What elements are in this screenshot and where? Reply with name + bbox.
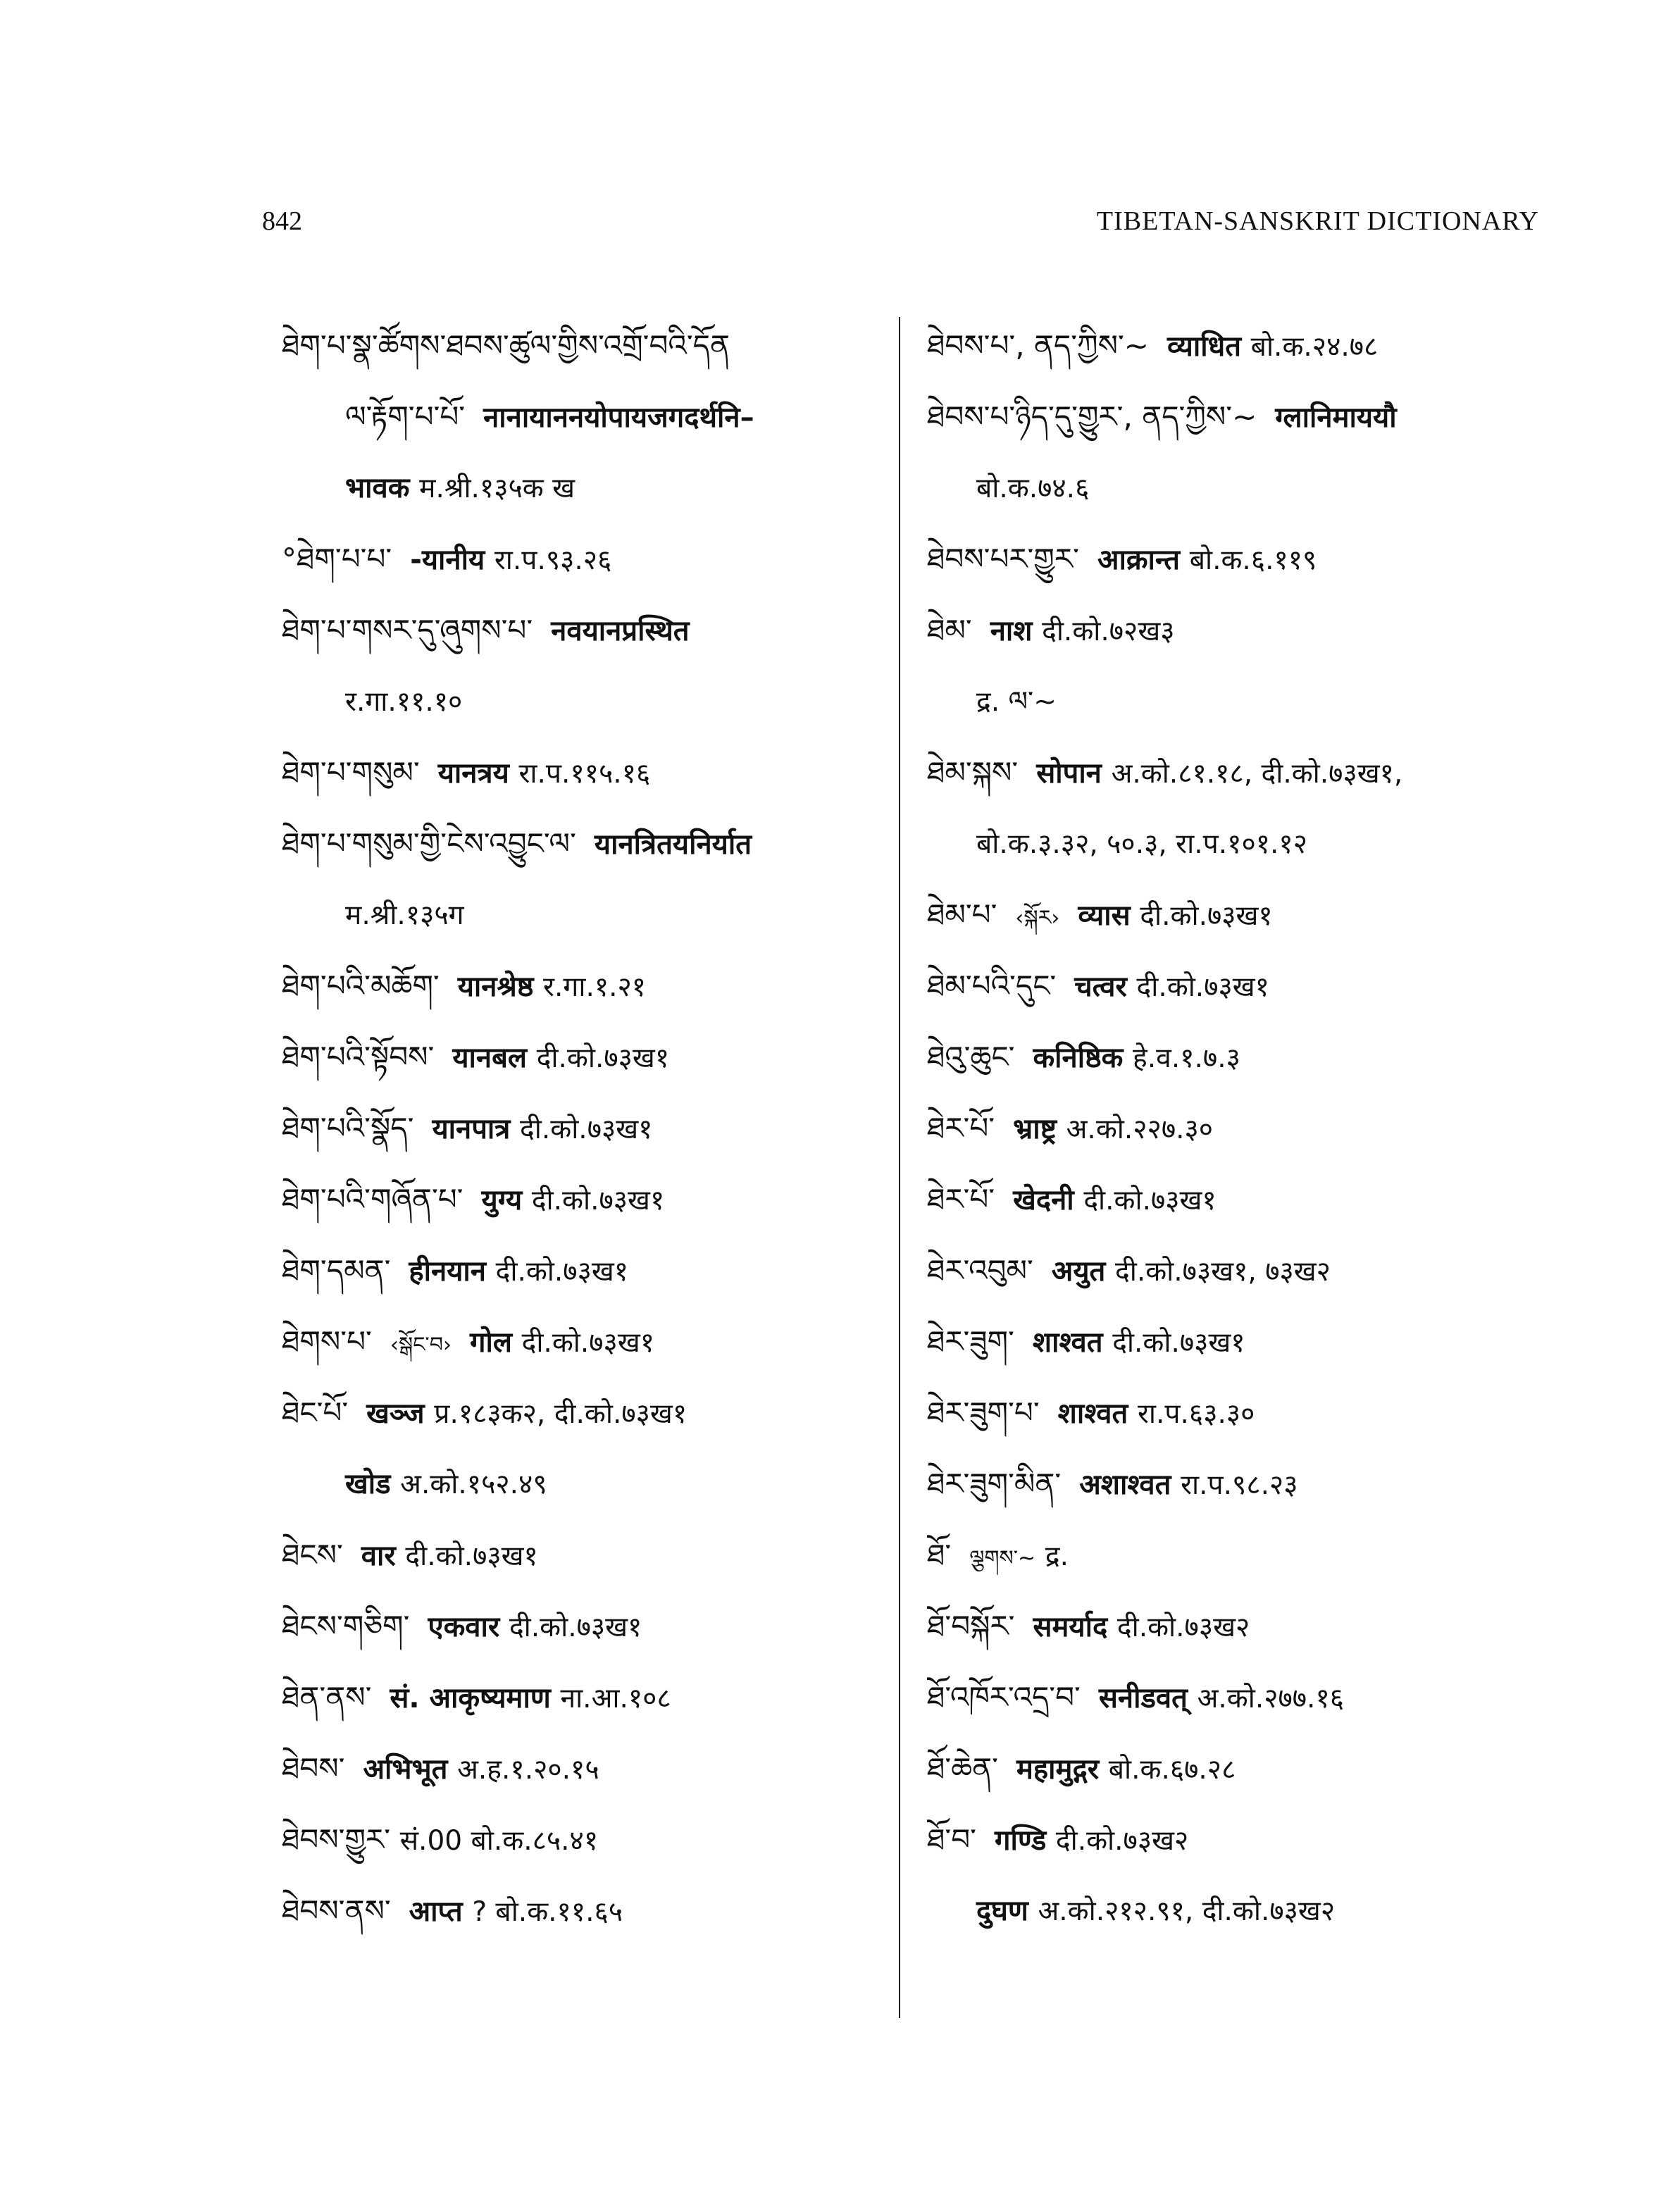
entry-line xyxy=(927,879,1561,950)
sanskrit-equivalent: खोड xyxy=(345,1468,391,1500)
entry-line xyxy=(282,1519,888,1590)
entry-line xyxy=(282,452,888,523)
source-reference: रा.प.११५.१६ xyxy=(518,758,651,790)
tibetan-headword: ཐེངས་ xyxy=(282,1538,343,1572)
tibetan-headword: ཐོ་བསྐོར་ xyxy=(927,1609,1015,1643)
entry-line xyxy=(282,1590,888,1662)
tibetan-headword: ཐེམ་ xyxy=(927,613,972,647)
source-reference: रा.प.९३.२६ xyxy=(494,544,612,576)
sanskrit-equivalent: नाश xyxy=(990,615,1033,647)
tibetan-headword: ཐེན་ནས་ xyxy=(282,1680,372,1714)
entry-line xyxy=(927,1519,1561,1590)
source-reference: दी.को.७३ख२ xyxy=(1055,1825,1189,1857)
source-reference: अ.को.२२७.३० xyxy=(1066,1114,1214,1145)
tibetan-headword: ཐེར་ཟུག་ xyxy=(927,1324,1014,1359)
source-reference: बो.क.२४.७८ xyxy=(1250,331,1379,363)
entry-line xyxy=(927,1875,1561,1946)
source-reference: दी.को.७३ख१, ७३ख२ xyxy=(1115,1256,1331,1288)
entry-line xyxy=(927,808,1561,879)
source-reference: दी.को.७३ख१ xyxy=(536,1042,670,1074)
entry-line xyxy=(282,1733,888,1804)
tibetan-headword: ཐེག་པའི་སྟོབས་ xyxy=(282,1040,435,1074)
tibetan-headword: ཐེབས་པར་གྱུར་ xyxy=(927,542,1079,576)
sanskrit-equivalent: आप्त xyxy=(409,1895,463,1928)
sanskrit-equivalent: हीनयान xyxy=(409,1255,486,1288)
source-reference: अ.को.१५२.४९ xyxy=(400,1469,547,1500)
sanskrit-equivalent: दुघण xyxy=(976,1895,1028,1927)
sanskrit-equivalent: अयुत xyxy=(1051,1255,1106,1288)
source-reference: अ.ह.१.२०.१५ xyxy=(457,1754,599,1786)
entry-line xyxy=(282,1235,888,1306)
tibetan-headword: ཐེམ་པ་ xyxy=(927,897,997,932)
source-reference: दी.को.७३ख१ xyxy=(521,1327,655,1359)
sanskrit-equivalent: नानायाननयोपायजगदर्थनि– xyxy=(483,401,754,434)
tibetan-headword: ཐེག་པ་གསུམ་ xyxy=(282,755,420,790)
entry-line xyxy=(927,737,1561,808)
tibetan-headword: ཐེར་པོ་ xyxy=(927,1111,995,1145)
source-reference: बो.क.६७.२८ xyxy=(1108,1754,1236,1786)
tibetan-gloss: ‹སྒོང་བ› xyxy=(390,1333,452,1357)
entry-line xyxy=(282,808,888,879)
tibetan-headword: ཐེགས་པ་ xyxy=(282,1324,372,1359)
source-reference: द्र. xyxy=(1045,1540,1069,1572)
left-column xyxy=(282,310,888,1946)
entry-line xyxy=(927,1804,1561,1875)
sanskrit-equivalent: सोपान xyxy=(1036,757,1102,790)
sanskrit-equivalent: आक्रान्त xyxy=(1097,544,1181,576)
sanskrit-equivalent: गोल xyxy=(469,1326,512,1359)
column-divider xyxy=(899,317,900,2018)
source-reference: ? बो.क.११.६५ xyxy=(472,1896,623,1928)
source-reference: दी.को.७३ख१ xyxy=(1083,1185,1217,1216)
tibetan-headword: ཐེབས་པ་ཉིད་དུ་གྱུར་, ནད་ཀྱིས་~ xyxy=(927,399,1257,434)
sanskrit-equivalent: यानपात्र xyxy=(432,1113,511,1145)
tibetan-headword: °ཐེག་པ་པ་ xyxy=(282,542,392,576)
tibetan-headword: ཐེམ་པའི་དུང་ xyxy=(927,969,1057,1003)
sanskrit-equivalent: व्याधित xyxy=(1167,330,1241,363)
source-reference: प्र.१८३क२, दी.को.७३ख१ xyxy=(434,1398,687,1430)
source-reference: दी.को.७३ख१ xyxy=(531,1185,665,1216)
sanskrit-equivalent: ग्लानिमाययौ xyxy=(1275,401,1397,434)
tibetan-headword: ཐེག་པ་གསར་དུ་ཞུགས་པ་ xyxy=(282,613,533,647)
tibetan-headword: ཐོ་ xyxy=(927,1538,952,1572)
entry-line xyxy=(282,381,888,452)
page-number: 842 xyxy=(262,206,302,236)
source-reference: रा.प.९८.२३ xyxy=(1181,1469,1298,1501)
entry-line xyxy=(927,1377,1561,1448)
source-reference: बो.क.३.३२, ५०.३, रा.प.१०१.१२ xyxy=(976,828,1307,860)
sanskrit-equivalent: सं. आकृष्यमाण xyxy=(390,1682,551,1714)
tibetan-headword: ཐེར་ཟུག་པ་ xyxy=(927,1395,1040,1430)
source-reference: दी.को.७३ख१ xyxy=(509,1612,642,1643)
tibetan-headword: ཐེབས་གྱུར་ xyxy=(282,1822,391,1857)
entry-line xyxy=(927,1733,1561,1804)
right-column xyxy=(927,310,1561,1946)
sanskrit-equivalent: युग्य xyxy=(481,1184,523,1216)
tibetan-headword: ཐེག་པའི་མཆོག་ xyxy=(282,969,440,1003)
entry-line xyxy=(927,310,1561,381)
tibetan-headword: ལ་རྟོག་པ་པོ་ xyxy=(345,399,466,434)
source-reference: बो.क.६.११९ xyxy=(1189,544,1317,576)
entry-line xyxy=(282,1804,888,1875)
tibetan-headword: ཐེང་པོ་ xyxy=(282,1395,349,1430)
source-reference: म.श्री.१३५क ख xyxy=(419,473,575,504)
source-reference: द्र. ལ་~ xyxy=(976,686,1057,718)
tibetan-headword: ཐེབས་ xyxy=(282,1751,345,1786)
entry-line xyxy=(927,1662,1561,1733)
entry-line xyxy=(927,381,1561,452)
entry-line xyxy=(282,950,888,1021)
source-reference: दी.को.७३ख१ xyxy=(520,1114,653,1145)
tibetan-headword: ཐེག་དམན་ xyxy=(282,1253,391,1288)
entry-line xyxy=(927,666,1561,737)
entry-line xyxy=(927,950,1561,1021)
entry-line xyxy=(927,1092,1561,1164)
source-reference: र.गा.११.१० xyxy=(345,686,463,718)
sanskrit-equivalent: वार xyxy=(361,1540,396,1572)
tibetan-headword: ཐེག་པ་སྣ་ཚོགས་ཐབས་ཚུལ་གྱིས་འགྲོ་བའི་དོན xyxy=(282,328,730,363)
sanskrit-equivalent: एकवार xyxy=(428,1611,500,1643)
tibetan-headword: ཐེར་ཟུག་མིན་ xyxy=(927,1467,1062,1501)
entry-line xyxy=(282,1306,888,1377)
entry-line xyxy=(927,1164,1561,1235)
entry-line xyxy=(282,1092,888,1164)
source-reference: रा.प.६३.३० xyxy=(1137,1398,1255,1430)
tibetan-gloss: ‹སྐོར› xyxy=(1015,906,1060,930)
entry-line xyxy=(927,1021,1561,1092)
sanskrit-equivalent: यानत्रितयनिर्यात xyxy=(594,828,752,861)
sanskrit-equivalent: समर्याद xyxy=(1033,1611,1108,1643)
sanskrit-equivalent: अशाश्वत xyxy=(1079,1469,1171,1501)
tibetan-headword: ཐེབས་པ་, ནད་ཀྱིས་~ xyxy=(927,328,1149,363)
source-reference: दी.को.७३ख१ xyxy=(1140,900,1273,932)
entry-line xyxy=(282,666,888,737)
sanskrit-equivalent: कनिष्ठिक xyxy=(1033,1042,1124,1074)
source-reference: म.श्री.१३५ग xyxy=(345,899,464,931)
sanskrit-equivalent: व्यास xyxy=(1078,899,1131,932)
source-reference: हे.व.१.७.३ xyxy=(1133,1042,1240,1074)
sanskrit-equivalent: गण्डि xyxy=(994,1824,1047,1857)
tibetan-headword: ཐེར་པོ་ xyxy=(927,1182,995,1216)
entry-line xyxy=(927,452,1561,523)
source-reference: दी.को.७३ख२ xyxy=(1116,1612,1250,1643)
entry-line xyxy=(282,1164,888,1235)
sanskrit-equivalent: शाश्वत xyxy=(1057,1397,1128,1430)
source-reference: अ.को.२१२.९१, दी.को.७३ख२ xyxy=(1038,1895,1336,1927)
sanskrit-equivalent: यानत्रय xyxy=(437,757,509,790)
entry-line xyxy=(282,1662,888,1733)
entry-line xyxy=(927,523,1561,594)
sanskrit-equivalent: -यानीय xyxy=(410,544,485,576)
sanskrit-equivalent: यानश्रेष्ठ xyxy=(457,971,534,1003)
entry-line xyxy=(927,1590,1561,1662)
source-reference: अ.को.२७७.१६ xyxy=(1197,1683,1345,1714)
sanskrit-equivalent: चत्वर xyxy=(1074,971,1127,1003)
source-reference: बो.क.७४.६ xyxy=(976,473,1090,504)
sanskrit-equivalent: भावक xyxy=(345,472,410,504)
entry-line xyxy=(282,1448,888,1519)
entry-line xyxy=(282,1377,888,1448)
source-reference: दी.को.७३ख१ xyxy=(495,1256,629,1288)
sanskrit-equivalent: यानबल xyxy=(452,1042,528,1074)
source-reference: ना.आ.१०८ xyxy=(560,1683,671,1714)
sanskrit-equivalent: महामुद्गर xyxy=(1016,1753,1100,1786)
entry-line xyxy=(282,594,888,666)
tibetan-headword: ཐེའུ་ཆུང་ xyxy=(927,1040,1015,1074)
tibetan-headword: ཐེག་པའི་སྣོད་ xyxy=(282,1111,414,1145)
tibetan-headword: ཐེབས་ནས་ xyxy=(282,1893,391,1928)
tibetan-headword: ཐེར་འབུམ་ xyxy=(927,1253,1033,1288)
source-reference: अ.को.८१.१८, दी.को.७३ख१, xyxy=(1111,758,1403,790)
sanskrit-equivalent: खेदनी xyxy=(1013,1184,1074,1216)
tibetan-headword: ཐེག་པ་གསུམ་གྱི་ངེས་འབྱུང་ལ་ xyxy=(282,826,576,861)
sanskrit-equivalent: सनीडवत् xyxy=(1098,1682,1188,1714)
tibetan-headword: ཐོ་འཁོར་འདྲ་བ་ xyxy=(927,1680,1081,1714)
sanskrit-equivalent: भ्राष्ट्र xyxy=(1013,1113,1057,1145)
entry-line xyxy=(927,1448,1561,1519)
entry-line xyxy=(282,310,888,381)
entry-line xyxy=(927,594,1561,666)
tibetan-headword: ཐོ་ཆེན་ xyxy=(927,1751,998,1786)
entry-line xyxy=(282,737,888,808)
tibetan-gloss: ལྕགས་~ xyxy=(969,1546,1036,1571)
sanskrit-equivalent: शाश्वत xyxy=(1032,1326,1103,1359)
source-reference: दी.को.७३ख१ xyxy=(1136,971,1269,1003)
entry-line xyxy=(927,1306,1561,1377)
entry-line xyxy=(282,523,888,594)
tibetan-headword: ཐེམ་སྐས་ xyxy=(927,755,1019,790)
entry-line xyxy=(927,1235,1561,1306)
entry-line xyxy=(282,1875,888,1946)
sanskrit-equivalent: नवयानप्रस्थित xyxy=(551,615,690,647)
source-reference: र.गा.१.२१ xyxy=(543,971,647,1003)
tibetan-headword: ཐེག་པའི་གཞོན་པ་ xyxy=(282,1182,463,1216)
source-reference: दी.को.७२ख३ xyxy=(1042,616,1175,647)
tibetan-headword: ཐེངས་གཅིག་ xyxy=(282,1609,410,1643)
entry-line xyxy=(282,1021,888,1092)
sanskrit-equivalent: खञ्ज xyxy=(366,1397,425,1430)
source-reference: सं.00 बो.क.८५.४१ xyxy=(399,1825,599,1857)
source-reference: दी.को.७३ख१ xyxy=(405,1540,538,1572)
sanskrit-equivalent: अभिभूत xyxy=(363,1753,448,1786)
tibetan-headword: ཐོ་བ་ xyxy=(927,1822,976,1857)
entry-line xyxy=(282,879,888,950)
source-reference: दी.को.७३ख१ xyxy=(1112,1327,1245,1359)
running-head: TIBETAN-SANSKRIT DICTIONARY xyxy=(1096,206,1539,236)
